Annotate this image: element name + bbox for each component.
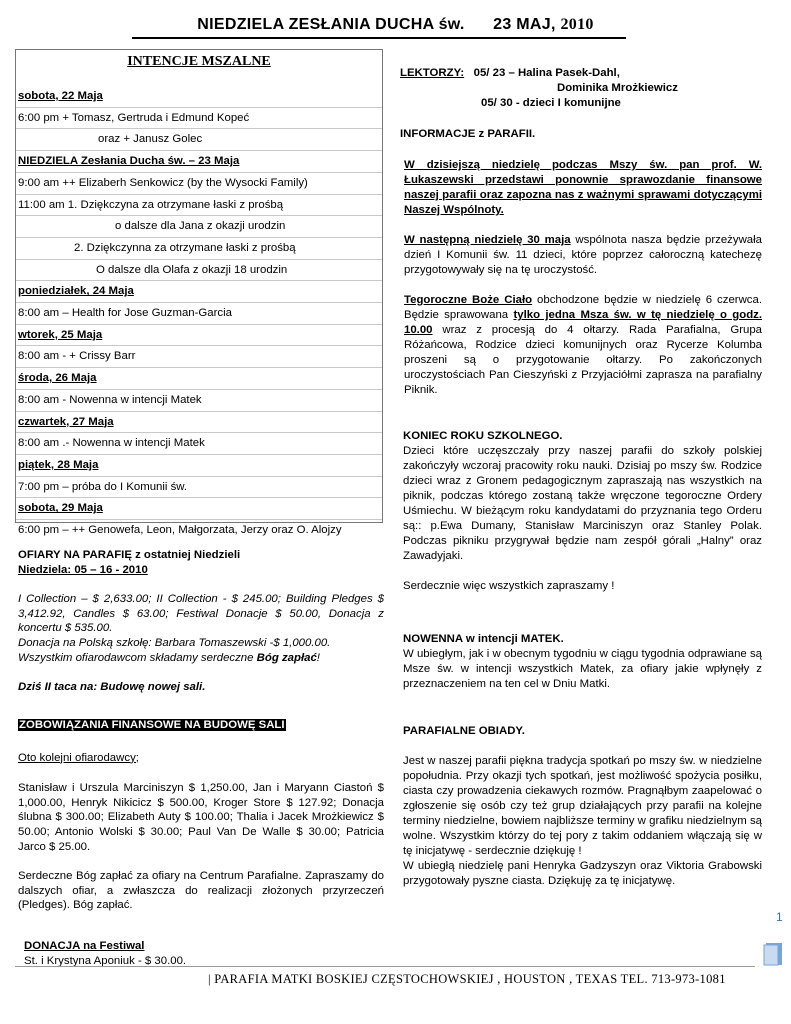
mass-intentions-box (15, 49, 383, 537)
mass-intentions-list (16, 86, 382, 541)
lectors-line-1: 05/ 23 – Halina Pasek-Dahl, (473, 67, 620, 79)
lectors-section (400, 66, 762, 111)
page-date: 23 MAJ, (493, 16, 556, 33)
mass-intention-row: O dalsze dla Olafa z okazji 18 urodzin (16, 260, 382, 282)
dinners-heading: PARAFIALNE OBIADY. (403, 725, 525, 737)
novena-heading: NOWENNA w intencji MATEK. (403, 633, 564, 645)
info-heading: INFORMACJE z PARAFII. (400, 128, 536, 140)
offerings-collections: I Collection – $ 2,633.00; II Collection - $ 245.00; Building Pledges $ 3,412.92, Candles $ 63.00; Festiwal Donacje $ 50.00, Donacja z koncertu $ 535.00. (18, 593, 384, 635)
mass-day-heading: wtorek, 25 Maja (16, 325, 382, 347)
mass-intention-row: 6:00 pm + Tomasz, Gertruda i Edmund Kopeć (16, 108, 382, 130)
mass-intention-row: 6:00 pm – ++ Genowefa, Leon, Małgorzata, Jerzy oraz O. Alojzy (18, 524, 342, 537)
school-end-invite: Serdecznie więc wszystkich zapraszamy ! (403, 580, 615, 592)
offerings-date: Niedziela: 05 – 16 - 2010 (18, 563, 148, 576)
page-corner-icon (763, 940, 785, 968)
mass-day-heading: środa, 26 Maja (16, 368, 382, 390)
lectors-line-2: Dominika Mrożkiewicz (557, 82, 678, 94)
info-paragraph-1: W dzisiejszą niedzielę podczas Mszy św. pan prof. W. Łukaszewski przedstawi ponownie sprawozdanie finansowe naszej parafii oraz zapozna nas z ważnymi sprawami dotyczącymi Naszej Wspólnoty. (404, 159, 762, 216)
mass-day-heading: sobota, 29 Maja (16, 498, 382, 520)
festival-section (24, 939, 390, 968)
footer-text: | PARAFIA MATKI BOSKIEJ CZĘSTOCHOWSKIEJ , HOUSTON , TEXAS TEL. 713-973-1081 (208, 972, 726, 986)
mass-day-heading: poniedziałek, 24 Maja (16, 281, 382, 303)
mass-day-heading: piątek, 28 Maja (16, 455, 382, 477)
offerings-school-donation: Donacja na Polską szkołę: Barbara Tomaszewski -$ 1,000.00. (18, 636, 331, 649)
donors-list: Stanisław i Urszula Marciniszyn $ 1,250.00, Jan i Maryann Ciastoń $ 1,000.00, Henryk Nikicicz $ 500.00, Kroger Store $ 127.92; Donacja ślubna $ 300.00; Elizabeth Auty $ 100.00; Thalia i Jacek Mrożkiewicz $ 50.00; Antonio Wolski $ 30.00; Paul Van De Walle $ 30.00; Patricia Jarco $ 25.00. (18, 782, 384, 853)
mass-intention-row: 9:00 am ++ Elizaberh Senkowicz (by the Wysocki Family) (16, 173, 382, 195)
dinners-section (403, 724, 762, 889)
mass-intention-row: oraz + Janusz Golec (16, 129, 382, 151)
offerings-thanks: Wszystkim ofiarodawcom składamy serdeczne Bóg zapłać! (18, 651, 320, 664)
header-underline (132, 37, 626, 39)
mass-intention-row: 8:00 am – Health for Jose Guzman-Garcia (16, 303, 382, 325)
lectors-line-3: 05/ 30 - dzieci I komunijne (481, 97, 621, 109)
mass-intention-row: 8:00 am - Nowenna w intencji Matek (16, 390, 382, 412)
school-end-text: Dzieci które uczęszczały przy naszej parafii do szkoły polskiej zakończyły wczoraj pracowity roku nauki. Dzisiaj po mszy św. Rodzice dzieci wraz z Gronem pedagogicznym zapraszają nas wszystkich na piknik, podczas którego zostaną także wręczone tegoroczne Ordery Uśmiechu. W bieżącym roku kandydatami do przyznania tego Orderu są:: p.Ewa Dumany, Stanisław Marciniszyn oraz Stanley Polak. Podczas pikniku przygrywał będzie nam zespół górali „Halny” oraz Zawadyjaki. (403, 445, 762, 562)
festival-heading: DONACJA na Festiwal (24, 940, 145, 952)
school-end-heading: KONIEC ROKU SZKOLNEGO. (403, 430, 563, 442)
footer-divider (15, 966, 755, 967)
mass-day-heading: NIEDZIELA Zesłania Ducha św. – 23 Maja (16, 151, 382, 173)
info-section (400, 127, 762, 398)
commitments-section (18, 718, 384, 913)
offerings-section (18, 548, 384, 695)
offerings-heading: OFIARY NA PARAFIĘ z ostatniej Niedzieli (18, 549, 241, 561)
mass-intention-row: 8:00 am .- Nowenna w intencji Matek (16, 433, 382, 455)
info-paragraph-3: Tegoroczne Boże Ciało obchodzone będzie w niedzielę 6 czerwca. Będzie sprawowana tylko jedna Msza św. w tę niedzielę o godz. 10.00 wraz z procesją do 4 ołtarzy. Rada Parafialna, Grupa Różańcowa, Rodzice dzieci komunijnych oraz Rycerze Kolumba proszeni są o przygotowanie ołtarzy. Po zakończonych uroczystościach Pan Cieszyński z Przyjaciółmi zaprasza na parafialny Piknik. (404, 294, 763, 396)
dinners-text: Jest w naszej parafii piękna tradycja spotkań po mszy św. w niedzielne popołudnia. Przy okazji tych spotkań, jest możliwość spożycia posiłku, ciasta czy prowadzenia ciekawych rozmów. Pragnąłbym zaapelować o zgłoszenie się osób czy też grup działających przy parafii na kolejne terminy niedzielne, bowiem najbliższe terminy w grafiku niedzielnym są wolne. Wszystkim którzy do tej pory z takim oddaniem włączają się w tę inicjatywę - serdecznie dziękuję ! (403, 755, 762, 857)
lectors-label: LEKTORZY: (400, 67, 465, 79)
mass-day-heading: czwartek, 27 Maja (16, 412, 382, 434)
mass-intention-row: 11:00 am 1. Dziękczyna za otrzymane łaski z prośbą (16, 195, 382, 217)
mass-day-heading: sobota, 22 Maja (16, 86, 382, 108)
festival-donor: St. i Krystyna Aponiuk - $ 30.00. (24, 954, 187, 967)
page-number: 1 (776, 910, 783, 924)
page-title: NIEDZIELA ZESŁANIA DUCHA św. (197, 16, 465, 33)
commitments-heading: ZOBOWIĄZANIA FINANSOWE NA BUDOWĘ SALI (19, 719, 285, 731)
novena-text: W ubiegłym, jak i w obecnym tygodniu w ciągu tygodnia odprawiane są Msze św. w intencji wszystkich Matek, za ofiary jakie wpłynęły z przeznaczeniem na ten cel w Dniu Matki. (403, 648, 762, 690)
building-thanks: Serdeczne Bóg zapłać za ofiary na Centrum Parafialne. Zapraszamy do dalszych ofiar, a zwłaszcza do realizacji złożonych przyrzeczeń (Pledges). Bóg zapłać. (18, 870, 384, 912)
info-paragraph-2: W następną niedzielę 30 maja wspólnota nasza będzie przeżywała dzień I Komunii św. 11 dzieci, które poprzez całoroczną katechezę przygotowywały się na tę uroczystość. (404, 234, 762, 276)
mass-intention-row: 7:00 pm – próba do I Komunii św. (16, 477, 382, 499)
dinners-thanks: W ubiegłą niedzielę pani Henryka Gadzyszyn oraz Viktoria Grabowski przygotowały pyszne ciasta. Dziękuję za tę inicjatywę. (403, 860, 762, 887)
novena-section (403, 632, 762, 692)
page-year: 2010 (560, 16, 594, 33)
donors-label: Oto kolejni ofiarodawcy; (18, 751, 139, 764)
mass-intention-row: o dalsze dla Jana z okazji urodzin (16, 216, 382, 238)
mass-intention-row: 2. Dziękczynna za otrzymane łaski z prośbą (16, 238, 382, 260)
second-tray-note: Dziś II taca na: Budowę nowej sali. (18, 681, 206, 694)
page-header (0, 16, 791, 34)
mass-intention-row: 8:00 am - + Crissy Barr (16, 346, 382, 368)
mass-intentions-title: INTENCJE MSZALNE (127, 54, 271, 69)
school-end-section (403, 429, 762, 594)
